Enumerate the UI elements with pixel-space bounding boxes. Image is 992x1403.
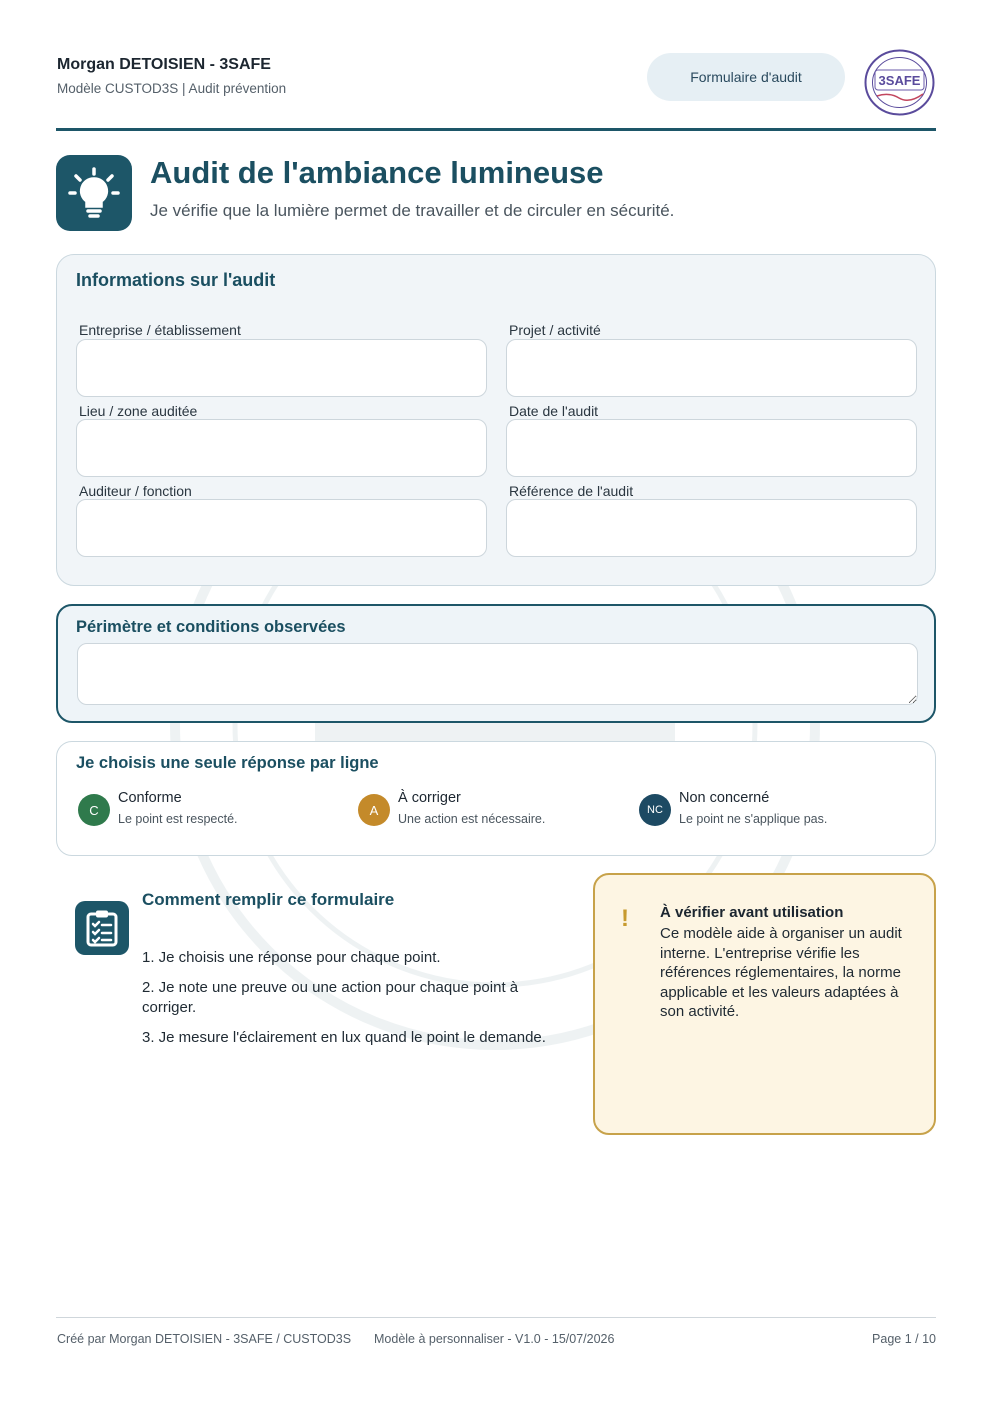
conforme-badge: C (78, 794, 110, 826)
warning-card (593, 873, 936, 1135)
location-label: Lieu / zone auditée (79, 403, 198, 419)
clipboard-checklist-icon (75, 901, 129, 955)
company-input[interactable] (76, 339, 487, 397)
instruction-step: 3. Je mesure l'éclairement en lux quand le point le demande. (142, 1029, 546, 1046)
warning-body: Ce modèle aide à organiser un audit interne. L'entreprise vérifie les références réglementaires, la norme applicable et les valeurs adaptées à son activité. (660, 925, 902, 1021)
warning-title: À vérifier avant utilisation (660, 904, 844, 921)
perimeter-card (56, 604, 936, 723)
audit-date-input[interactable] (506, 419, 917, 477)
header-author: Morgan DETOISIEN - 3SAFE (57, 56, 271, 73)
legend-desc: Le point est respecté. (118, 812, 238, 826)
auditor-input[interactable] (76, 499, 487, 557)
perimeter-input[interactable] (77, 643, 918, 705)
header-subtitle: Modèle CUSTOD3S | Audit prévention (57, 81, 287, 96)
instruction-step: 2. Je note une preuve ou une action pour chaque point à corriger. (142, 979, 519, 1016)
project-input[interactable] (506, 339, 917, 397)
legend-name: À corriger (398, 790, 461, 806)
warning-exclamation-icon: ! (621, 905, 629, 932)
instructions-title: Comment remplir ce formulaire (142, 890, 395, 909)
legend-desc: Une action est nécessaire. (398, 812, 546, 826)
footer-divider (56, 1317, 936, 1318)
footer-author: Créé par Morgan DETOISIEN - 3SAFE / CUSTOD3S (57, 1332, 352, 1346)
3safe-stamp-logo-icon (863, 48, 936, 117)
company-label: Entreprise / établissement (79, 322, 241, 338)
form-type-badge: Formulaire d'audit (647, 53, 845, 101)
legend-desc: Le point ne s'applique pas. (679, 812, 828, 826)
legend-name: Conforme (118, 790, 182, 806)
instruction-step: 1. Je choisis une réponse pour chaque point. (142, 949, 441, 966)
page-title: Audit de l'ambiance lumineuse (150, 155, 604, 190)
perimeter-title: Périmètre et conditions observées (76, 618, 346, 636)
auditor-label: Auditeur / fonction (79, 483, 192, 499)
page-number: Page 1 / 10 (872, 1332, 936, 1346)
legend-name: Non concerné (679, 790, 770, 806)
location-input[interactable] (76, 419, 487, 477)
audit-reference-label: Référence de l'audit (509, 483, 634, 499)
svg-text:3SAFE: 3SAFE (878, 73, 921, 88)
header-divider (56, 128, 936, 131)
audit-date-label: Date de l'audit (509, 403, 599, 419)
project-label: Projet / activité (509, 322, 601, 338)
audit-info-card (56, 254, 936, 586)
non-concerne-badge: NC (639, 794, 671, 826)
audit-info-title: Informations sur l'audit (76, 270, 276, 290)
lightbulb-icon (56, 155, 132, 231)
instructions-list (142, 948, 552, 1058)
answer-legend-card (56, 741, 936, 856)
legend-title: Je choisis une seule réponse par ligne (76, 754, 379, 772)
a-corriger-badge: A (358, 794, 390, 826)
footer-version: Modèle à personnaliser - V1.0 - 15/07/2026 (374, 1332, 615, 1346)
page-subtitle: Je vérifie que la lumière permet de travailler et de circuler en sécurité. (150, 201, 675, 220)
audit-reference-input[interactable] (506, 499, 917, 557)
